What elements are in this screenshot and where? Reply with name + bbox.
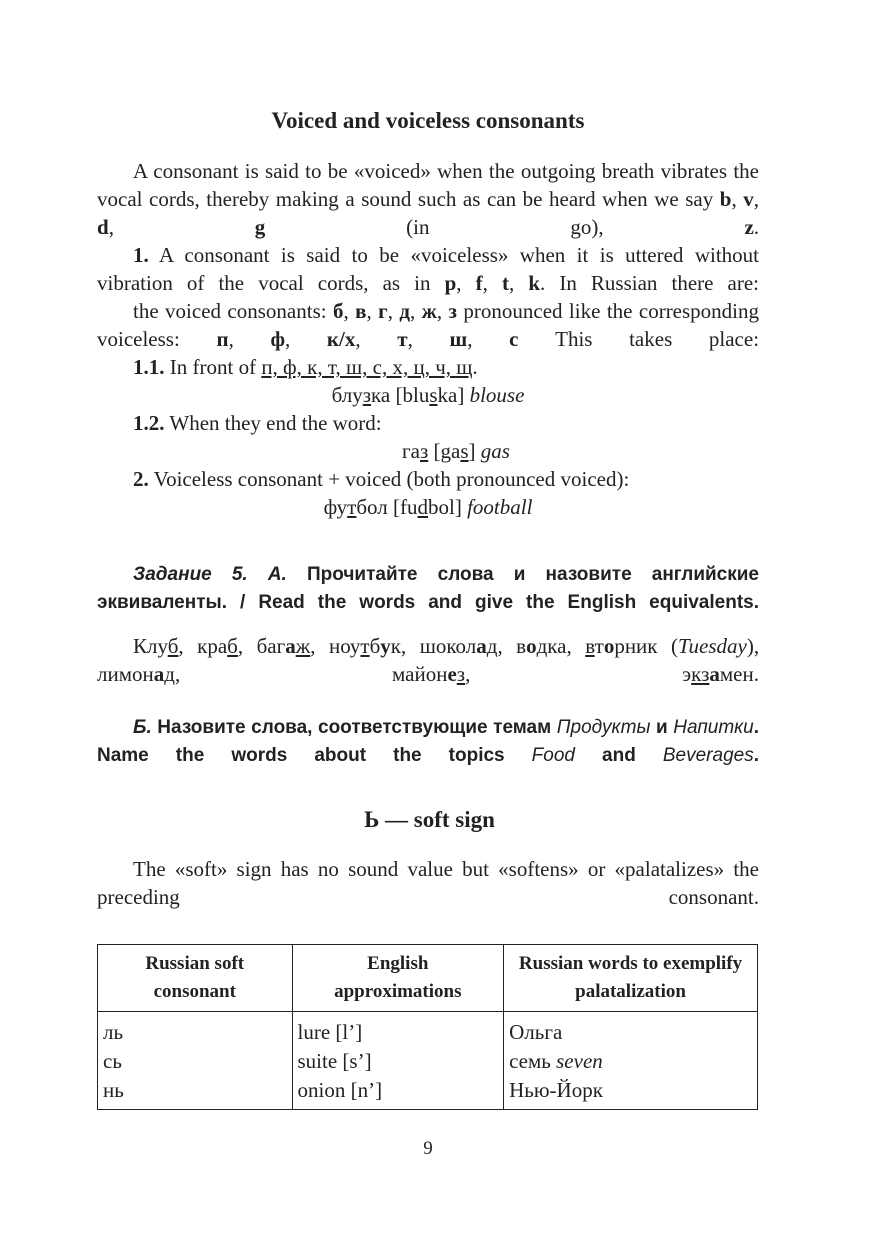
table-header-row — [98, 945, 758, 1012]
word-list-body: Клуб, краб, багаж, ноутбук, шоколад, водка, вторник (Tuesday), лимонад, майонез, экзамен. — [97, 634, 760, 686]
example-gas: газ [gas] gas — [402, 439, 510, 463]
header-russian-words: Russian words to exemplify palatalization — [504, 945, 758, 1012]
voiced-consonants-body: the voiced consonants: б, в, г, д, ж, з pronounced like the corresponding voiceless: п, ф, к/х, т, ш, с This takes place: — [97, 299, 760, 351]
rule-2: 2. Voiceless consonant + voiced (both pronounced voiced): — [133, 467, 630, 491]
rule-1-body: 1. A consonant is said to be «voiceless» when it is uttered without vibration of the vocal cords, as in p, f, t, k. In Russian there are: — [97, 243, 760, 295]
intro-body: A consonant is said to be «voiced» when the outgoing breath vibrates the vocal cords, thereby making a sound such as can be heard when we say b, v, d, g (in go), z. — [97, 159, 760, 239]
approximation-cell: lure [l’] suite [s’] onion [n’] — [292, 1012, 504, 1110]
section-title: Voiced and voiceless consonants — [271, 108, 585, 133]
voiced-consonants-paragraph — [97, 297, 759, 353]
table-body-row — [98, 1012, 758, 1110]
word-list — [97, 632, 759, 688]
header-english-approximations: English approximations — [292, 945, 504, 1012]
example-blouse: блузка [bluska] blouse — [331, 383, 525, 407]
rule-1-2: 1.2. When they end the word: — [133, 411, 382, 435]
rule-1 — [97, 241, 759, 297]
task-5b — [97, 714, 759, 770]
task-5b-body: Б. Назовите слова, соответствующие темам Продукты и Напитки. Name the words about the topics Food and Beverages. — [97, 717, 759, 766]
task-5a-body: Задание 5. А. Прочитайте слова и назовите английские эквиваленты. / Read the words and give the English equivalents. — [97, 564, 759, 613]
task-5a — [97, 561, 759, 617]
rule-1-1: 1.1. In front of п, ф, к, т, ш, с, х, ц, ч, щ. — [133, 355, 478, 379]
soft-sign-body: The «soft» sign has no sound value but «softens» or «palatalizes» the preceding consonant. — [97, 857, 759, 909]
example-words-cell: Ольга семь seven Нью-Йорк — [504, 1012, 758, 1110]
header-russian-soft-consonant: Russian soft consonant — [98, 945, 293, 1012]
soft-sign-paragraph — [97, 855, 759, 911]
example-football: футбол [fudbol] football — [323, 495, 533, 519]
soft-consonant-cell: ль сь нь — [98, 1012, 293, 1110]
palatalization-table — [97, 944, 758, 1110]
intro-paragraph — [97, 157, 759, 241]
page-number: 9 — [423, 1138, 433, 1159]
soft-sign-title: Ь — soft sign — [364, 807, 495, 832]
